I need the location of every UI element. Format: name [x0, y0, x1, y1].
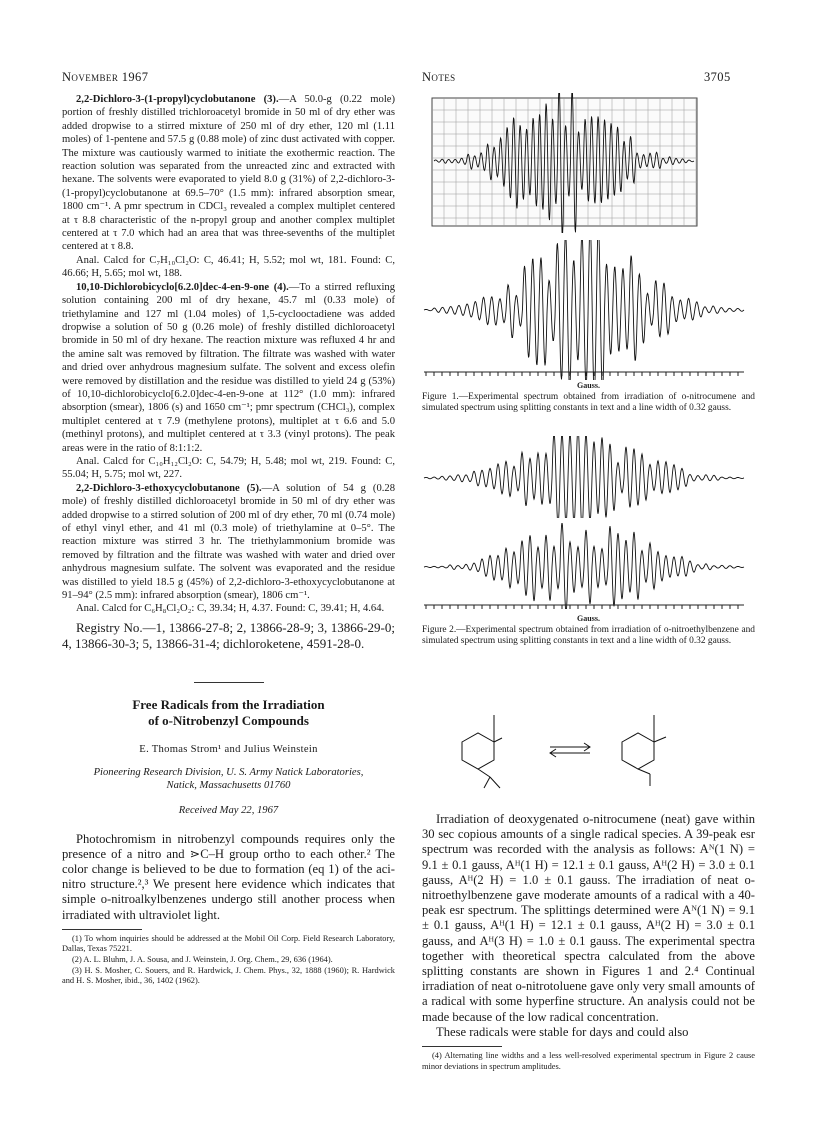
right-column-text — [422, 812, 755, 1072]
running-header-date: November 1967 — [62, 70, 149, 84]
procedure-title: 2,2-Dichloro-3-ethoxycyclobutanone (5). — [76, 482, 262, 494]
figure-1-experimental-spectrum — [422, 93, 755, 233]
intro-paragraph: Photochromism in nitrobenzyl compounds requires only the presence of a nitro and ⋗C–H group ortho to each other.² The color change is believed to be due to formation (eq 1) of the aci-nitro structure.²,³ We present here evidence which indicates that simple o-nitroalkylbenzenes undergo still another process when irradiated with ultraviolet light. — [62, 831, 395, 922]
running-header-section: Notes — [422, 70, 456, 84]
figure-1-caption: Figure 1.—Experimental spectrum obtained from irradiation of o-nitrocumene and simulated spectrum using splitting constants in text and a line width of 0.32 gauss. — [422, 392, 755, 414]
procedure-text: —A solution of 54 g (0.28 mole) of freshly distilled dichloroacetyl bromide in 50 ml of dry ether was added dropwise to a stirred solution of 200 ml of dry ether, 70 ml (0.74 mole) of ethyl vinyl ether, and 41 ml (0.3 mole) of triethylamine at 0–5°. The reaction mixture was stirred 3 hr. The triethylammonium bromide was removed by filtration and the filtrate was washed with water and dried over anhydrous magnesium sulfate. The solvent was evaporated and the residue was distilled to yield 18.5 g (45%) of 2,2-dichloro-3-ethoxycyclobutanone at 91–94° (2.5 mm): infrared absorption (smear), 1806 cm⁻¹. — [62, 482, 395, 602]
procedure-5 — [62, 482, 395, 603]
page-number: 3705 — [704, 70, 731, 84]
figure-2-caption: Figure 2.—Experimental spectrum obtained from irradiation of o-nitroethylbenzene and simulated spectrum using splitting constants in text and a line width of 0.32 gauss. — [422, 625, 755, 647]
footnote-rule — [62, 929, 142, 930]
figure-2-simulated-spectrum — [422, 523, 755, 609]
authors: E. Thomas Strom¹ and Julius Weinstein — [139, 743, 318, 755]
gauss-axis-label: Gauss. — [577, 381, 600, 390]
affiliation-line-1: Pioneering Research Division, U. S. Army Natick Laboratories, — [93, 767, 364, 779]
analysis-4: Anal. Calcd for C₁₀H₁₂Cl₂O: C, 54.79; H, 5.48; mol wt, 219. Found: C, 55.04; H, 5.75; mol wt, 227. — [62, 455, 395, 481]
gauss-axis-label: Gauss. — [577, 614, 600, 623]
procedure-4 — [62, 281, 395, 455]
footnote-rule — [422, 1046, 502, 1047]
affiliation-line-2: Natick, Massachusetts 01760 — [166, 780, 291, 792]
article-title-line-1: Free Radicals from the Irradiation — [132, 696, 325, 712]
section-divider — [194, 682, 264, 683]
procedure-title: 10,10-Dichlorobicyclo[6.2.0]dec-4-en-9-one (4). — [76, 281, 289, 293]
figure-1 — [422, 93, 755, 415]
analysis-5: Anal. Calcd for C₆H₈Cl₂O₂: C, 39.34; H, 4.37. Found: C, 39.41; H, 4.64. — [76, 603, 385, 615]
procedure-text: —A 50.0-g (0.22 mole) portion of freshly distilled trichloroacetyl bromide in 50 ml of dry ether was added dropwise to a stirred mixture of 250 ml of dry ether, 120 ml (1.11 moles) of 1-pentene and 57.5 g (0.88 mole) of zinc dust activated with copper. The mixture was cautiously warmed to initiate the exothermic reaction. The reaction solution was separated from the unreacted zinc and extracted with hexane. The solvents were evaporated to yield 8.0 g (31%) of 2,2-dichloro-3-(1-propyl)cyclobutanone at 69.5–70° (1.5 mm): infrared absorption smear, 1800 cm⁻¹. A pmr spectrum in CDCl₃ revealed a complex multiplet centered at τ 8.8 characteristic of the n-propyl group and another complex multiplet centered at τ 7.0 which had an area that was three-sevenths of the multiplet centered at τ 8.8. — [62, 94, 395, 253]
equation-1 — [422, 702, 755, 802]
registry-numbers: Registry No.—1, 13866-27-8; 2, 13866-28-9; 3, 13866-29-0; 4, 13866-30-3; 5, 13866-31-4; dichloroketene, 4591-28-0. — [62, 619, 395, 651]
stability-paragraph: These radicals were stable for days and could also — [436, 1024, 689, 1039]
footnote-2: (2) A. L. Bluhm, J. A. Sousa, and J. Weinstein, J. Org. Chem., 29, 636 (1964). — [72, 955, 333, 965]
footnote-1: (1) To whom inquiries should be addressed at the Mobil Oil Corp. Field Research Laboratory, Dallas, Texas 75221. — [62, 933, 395, 954]
procedure-title: 2,2-Dichloro-3-(1-propyl)cyclobutanone (3). — [76, 94, 279, 105]
footnote-3: (3) H. S. Mosher, C. Souers, and R. Hardwick, J. Chem. Phys., 32, 1888 (1960); R. Hardwick and H. S. Mosher, ibid., 36, 1402 (1962). — [62, 965, 395, 986]
figure-2 — [422, 436, 755, 648]
figure-1-simulated-spectrum — [422, 240, 755, 380]
figure-2-experimental-spectrum — [422, 436, 755, 518]
results-paragraph: Irradiation of deoxygenated o-nitrocumene (neat) gave within 30 sec copious amounts of a single radical species. A 39-peak esr spectrum was recorded with the analysis as follows: Aᴺ(1 N) = 9.1 ± 0.1 gauss, Aᴴ(1 H) = 12.1 ± 0.1 gauss, Aᴴ(2 H) = 3.0 ± 0.1 gauss, Aᴴ(2 H) = 1.0 ± 0.1 gauss. The irradiation of neat o-nitroethylbenzene gave moderate amounts of a radical with a 40-peak esr spectrum. The splittings determined were Aᴺ(1 N) = 9.1 ± 0.1 gauss, Aᴴ(1 H) = 12.1 ± 0.1 gauss, Aᴴ(2 H) = 3.0 ± 0.1 gauss, and Aᴴ(3 H) = 1.0 ± 0.1 gauss. The experimental spectra together with theoretical spectra calculated from the above splitting constants are shown in Figures 1 and 2.⁴ Continual irradiation of neat o-nitrotoluene gave only very small amounts of a radical with some hyperfine structure. An analysis could not be made because of the low radical concentration. — [422, 812, 755, 1024]
procedure-3 — [62, 93, 395, 254]
analysis-3: Anal. Calcd for C₇H₁₀Cl₂O: C, 46.41; H, 5.52; mol wt, 181. Found: C, 46.66; H, 5.65; mol wt, 188. — [62, 254, 395, 280]
footnote-4: (4) Alternating line widths and a less well-resolved experimental spectrum in Figure 2 cause minor deviations in spectrum amplitudes. — [422, 1051, 755, 1071]
aci-nitro-equation-structure — [422, 702, 755, 802]
left-column — [62, 93, 395, 987]
received-date: Received May 22, 1967 — [178, 805, 279, 817]
article-title-line-2: of o-Nitrobenzyl Compounds — [148, 712, 309, 728]
procedure-text: —To a stirred refluxing solution containing 200 ml of dry hexane, 45.7 ml (0.33 mole) of triethylamine and 127 ml (1.04 moles) of 1,5-cyclooctadiene was added dropwise a solution of 50 g (0.26 mole) of freshly distilled dichloroacetyl bromide in 50 ml of dry hexane. The reaction mixture was refluxed 4 hr and the amine salt was removed by filtration. The filtrate was washed with water and dried over anhydrous magnesium sulfate. The solvent and excess olefin were removed by distillation and the residue was distilled to yield 24 g (53%) of 10,10-dichlorobicyclo[6.2.0]dec-4-en-9-one at 112° (1.0 mm): infrared absorption (smear), 1806 (s) and 1650 cm⁻¹; pmr spectrum (CHCl₃), complex multiplet centered at τ 7.9 (methylene protons), multiplet at τ 6.6 and 5.0 (methinyl protons), and multiplet centered at τ 3.3 (vinyl protons). The peak areas were in the ratio of 8:1:1:2. — [62, 281, 395, 454]
